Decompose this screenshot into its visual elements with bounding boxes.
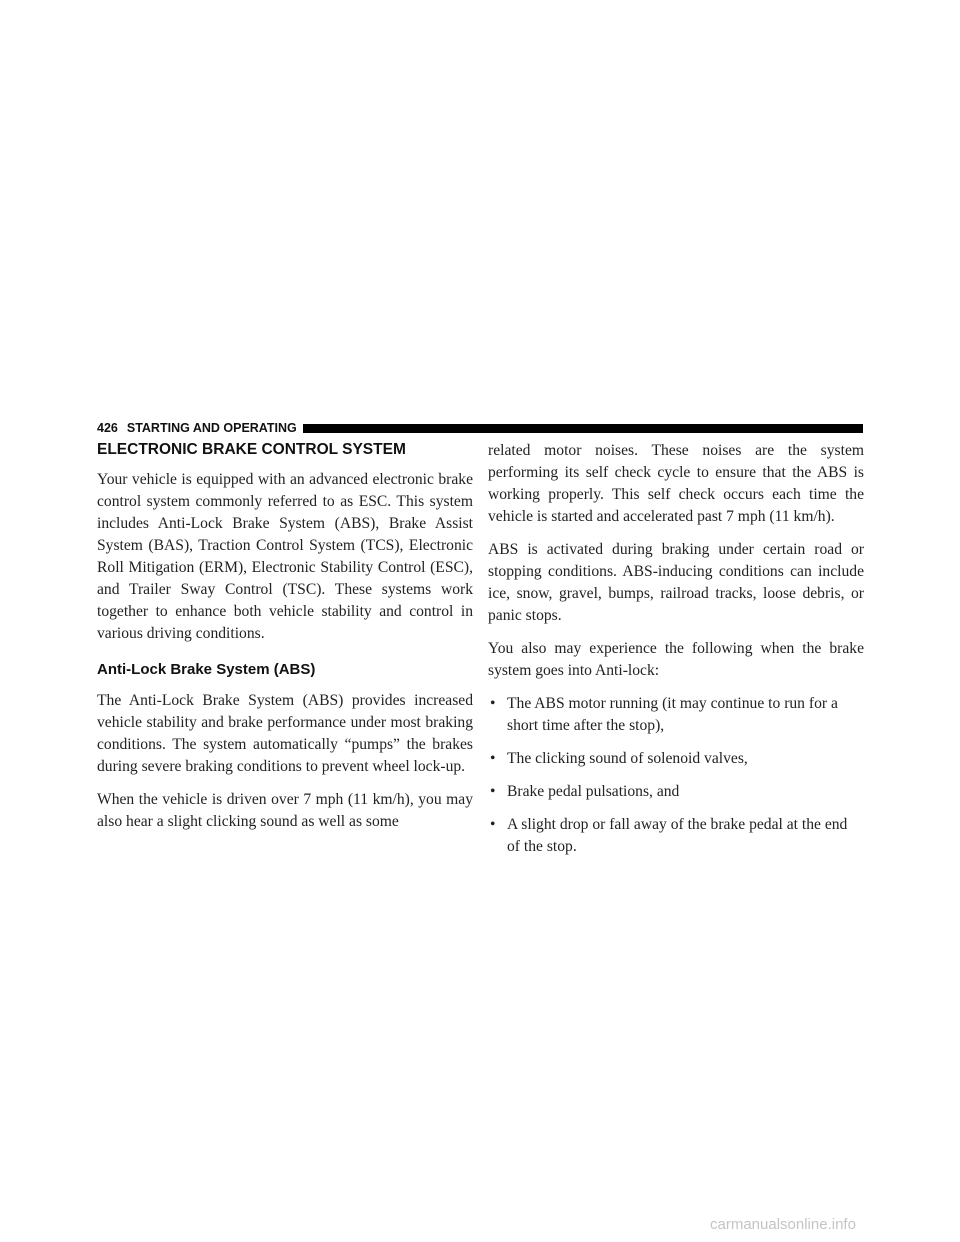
- subsection-title: Anti-Lock Brake System (ABS): [97, 661, 316, 678]
- bullet-icon: •: [490, 750, 496, 767]
- right-column: [488, 440, 864, 869]
- speed-paragraph: When the vehicle is driven over 7 mph (11 km/h), you may also hear a slight clicking sound as well as some: [97, 791, 473, 830]
- intro-paragraph: Your vehicle is equipped with an advanced electronic brake control system commonly referred to as ESC. This system includes Anti-Lock Brake System (ABS), Brake Assist System (BAS), Traction Control System (TCS), Electronic Roll Mitigation (ERM), Electronic Stability Control (ESC), and Trailer Sway Control (TSC). These systems work together to enhance both vehicle stability and control in various driving conditions.: [97, 471, 473, 642]
- section-name: STARTING AND OPERATING: [126, 421, 297, 435]
- bullet-icon: •: [490, 695, 496, 712]
- bullet-icon: •: [490, 783, 496, 800]
- page-header: [97, 420, 863, 436]
- abs-paragraph: The Anti-Lock Brake System (ABS) provides increased vehicle stability and brake performance under most braking conditions. The system automatically “pumps” the brakes during severe braking conditions to prevent wheel lock-up.: [97, 692, 473, 775]
- list-item-text: The ABS motor running (it may continue to run for a short time after the stop),: [507, 695, 838, 734]
- left-column: [97, 440, 473, 844]
- section-title: ELECTRONIC BRAKE CONTROL SYSTEM: [97, 441, 406, 458]
- activation-paragraph: ABS is activated during braking under certain road or stopping conditions. ABS-inducing conditions can include ice, snow, gravel, bumps, railroad tracks, loose debris, or panic stops.: [488, 541, 864, 624]
- bullet-list: [488, 693, 864, 858]
- watermark: carmanualsonline.info: [710, 1216, 856, 1233]
- header-rule: [303, 424, 863, 433]
- list-item-text: Brake pedal pulsations, and: [507, 783, 680, 800]
- list-item-text: The clicking sound of solenoid valves,: [507, 750, 748, 767]
- page-number: 426: [97, 421, 118, 435]
- bullet-icon: •: [490, 816, 496, 833]
- list-item: [488, 814, 864, 858]
- list-item-text: A slight drop or fall away of the brake pedal at the end of the stop.: [507, 816, 848, 855]
- list-item: [488, 693, 864, 737]
- experience-paragraph: You also may experience the following when the brake system goes into Anti-lock:: [488, 640, 864, 679]
- self-check-paragraph: related motor noises. These noises are the system performing its self check cycle to ensure that the ABS is working properly. This self check occurs each time the vehicle is started and accelerated past 7 mph (11 km/h).: [488, 442, 864, 525]
- list-item: [488, 781, 864, 803]
- list-item: [488, 748, 864, 770]
